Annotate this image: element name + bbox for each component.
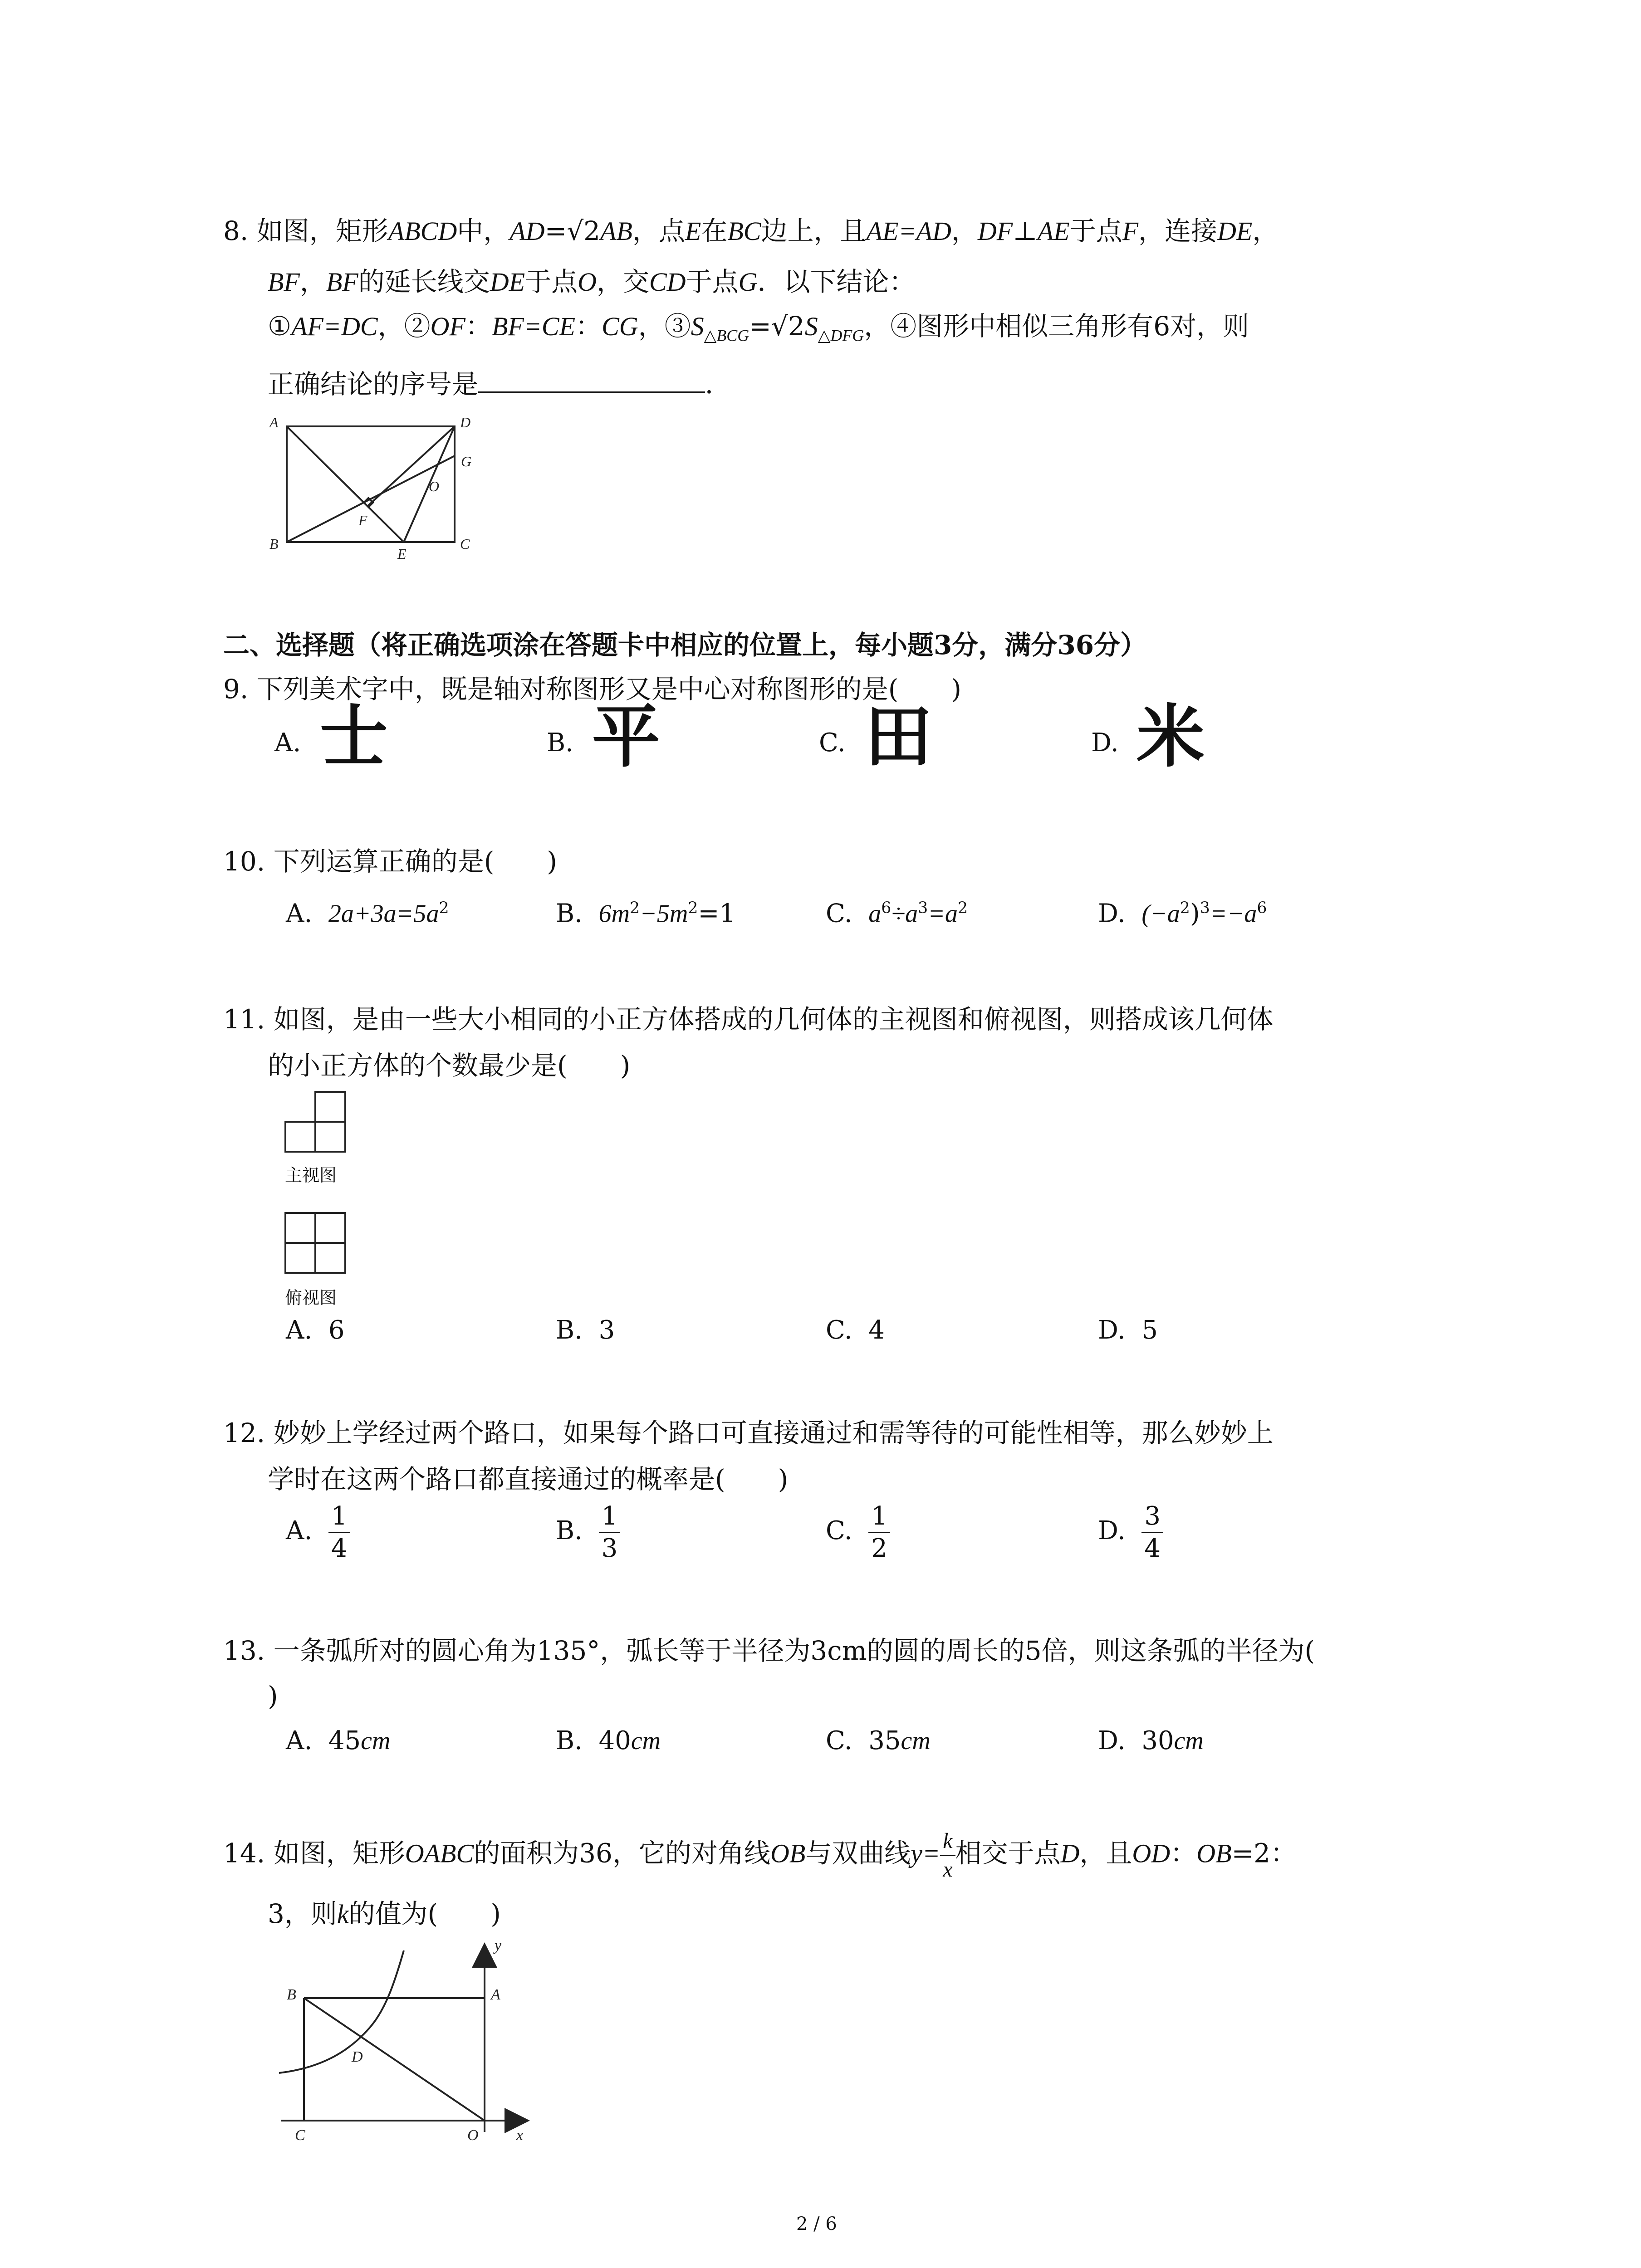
q8-line-1: 8. 如图，矩形ABCD中，AD=√2AB，点E在BC边上，且AE=AD，DF⊥AE于点F，连接DE， <box>223 215 1279 246</box>
fraction-k-over-x: $\frac{k}{x}$ <box>940 1830 955 1881</box>
q8-rectangle-figure <box>263 408 490 562</box>
top-view-figure <box>284 1211 347 1275</box>
glyph-tian: 田 <box>864 698 933 777</box>
label-C: C <box>460 536 470 552</box>
question-number: 10. <box>223 846 265 877</box>
label-F: F <box>358 512 367 528</box>
q12-option-d[interactable]: D. $\frac{3}{4}$ <box>1098 1504 1163 1561</box>
section-heading: 二、选择题（将正确选项涂在答题卡中相应的位置上，每小题3分，满分36分） <box>223 630 1147 660</box>
q13-line-1: 13. 一条弧所对的圆心角为135°，弧长等于半径为3cm的圆的周长的5倍，则这条弧的半径为( <box>223 1635 1315 1666</box>
q12-option-c[interactable]: C. $\frac{1}{2}$ <box>826 1504 890 1561</box>
fraction: $\frac{1}{3}$ <box>599 1504 621 1561</box>
front-view-caption: 主视图 <box>285 1165 337 1185</box>
label-y: y <box>495 1937 502 1954</box>
label-A: A <box>491 1986 500 2003</box>
q11-line-1: 11. 如图，是由一些大小相同的小正方体搭成的几何体的主视图和俯视图，则搭成该几何体 <box>223 1004 1274 1035</box>
q9-stem: 9. 下列美术字中，既是轴对称图形又是中心对称图形的是( ) <box>223 674 962 704</box>
question-number: 14. <box>223 1838 265 1869</box>
q9-option-b[interactable]: B. 平 <box>547 698 661 777</box>
q11-option-a[interactable]: A. 6 <box>286 1315 345 1345</box>
q11-option-c[interactable]: C. 4 <box>826 1315 885 1345</box>
q8-line-3: ①AF=DC，②OF：BF=CE：CG，$③S_{\triangle BCG}=√2S_{\triangle DFG}$，④图形中相似三角形有6对，则 <box>268 311 1249 345</box>
label-B: B <box>269 536 279 552</box>
q10-option-b[interactable]: B. $6m^2-5m^2=1$ <box>556 899 735 929</box>
fraction: $\frac{1}{4}$ <box>328 1504 350 1561</box>
q12-option-b[interactable]: B. $\frac{1}{3}$ <box>556 1504 620 1561</box>
question-number: 8. <box>223 215 249 246</box>
q9-option-d[interactable]: D. 米 <box>1091 698 1205 777</box>
label-E: E <box>397 546 407 562</box>
glyph-shi: 士 <box>320 698 388 777</box>
label-D: D <box>460 414 471 430</box>
q13-option-b[interactable]: B. 40cm <box>556 1726 661 1755</box>
q8-line-4: 正确结论的序号是 ． <box>268 369 732 400</box>
fraction: $\frac{3}{4}$ <box>1141 1504 1163 1561</box>
question-number: 12. <box>223 1418 265 1448</box>
q13-line-2: ) <box>268 1681 278 1711</box>
q14-line-1: 14. 如图，矩形OABC的面积为36，它的对角线OB与双曲线y= $\frac{k}{x}$ 相交于点D，且OD：OB=2： <box>223 1829 1297 1882</box>
label-O: O <box>467 2127 479 2141</box>
label-C: C <box>295 2127 305 2141</box>
answer-blank[interactable] <box>478 391 705 393</box>
q10-option-c[interactable]: C. $a^6\div a^3=a^2$ <box>826 899 968 929</box>
top-view-caption: 俯视图 <box>285 1288 337 1308</box>
q11-option-d[interactable]: D. 5 <box>1098 1315 1158 1345</box>
q13-option-d[interactable]: D. 30cm <box>1098 1726 1204 1755</box>
q11-option-b[interactable]: B. 3 <box>556 1315 615 1345</box>
q11-line-2: 的小正方体的个数最少是( ) <box>268 1050 631 1081</box>
label-O: O <box>429 478 440 494</box>
label-D: D <box>352 2048 363 2065</box>
fraction: $\frac{1}{2}$ <box>868 1504 890 1561</box>
label-G: G <box>461 453 472 469</box>
q12-line-2: 学时在这两个路口都直接通过的概率是( ) <box>268 1464 789 1495</box>
q8-line-2: BF，BF的延长线交DE于点O，交CD于点G．以下结论： <box>268 266 916 297</box>
page-number: 2 / 6 <box>796 2214 837 2234</box>
q13-option-c[interactable]: C. 35cm <box>826 1726 931 1755</box>
question-number: 11. <box>223 1004 265 1035</box>
label-A: A <box>269 414 279 430</box>
front-view-figure <box>284 1091 347 1154</box>
q10-stem: 10. 下列运算正确的是( ) <box>223 846 557 877</box>
q12-line-1: 12. 妙妙上学经过两个路口，如果每个路口可直接通过和需等待的可能性相等，那么妙妙上 <box>223 1418 1274 1448</box>
question-number: 13. <box>223 1635 265 1666</box>
q14-line-2: 3，则k的值为( ) <box>268 1898 501 1929</box>
q10-option-a[interactable]: A. $2a+3a=5a^2$ <box>286 899 449 929</box>
q14-hyperbola-figure <box>268 1932 549 2141</box>
label-x: x <box>516 2127 524 2141</box>
question-number: 9. <box>223 674 249 704</box>
glyph-ping: 平 <box>592 698 661 777</box>
label-B: B <box>287 1986 296 2003</box>
q13-option-a[interactable]: A. 45cm <box>286 1726 391 1755</box>
glyph-mi: 米 <box>1136 698 1205 777</box>
q9-option-a[interactable]: A. 士 <box>274 698 388 777</box>
q9-option-c[interactable]: C. 田 <box>819 698 933 777</box>
q10-option-d[interactable]: D. $(-a^2)^3=-a^6$ <box>1098 899 1267 929</box>
q12-option-a[interactable]: A. $\frac{1}{4}$ <box>286 1504 350 1561</box>
